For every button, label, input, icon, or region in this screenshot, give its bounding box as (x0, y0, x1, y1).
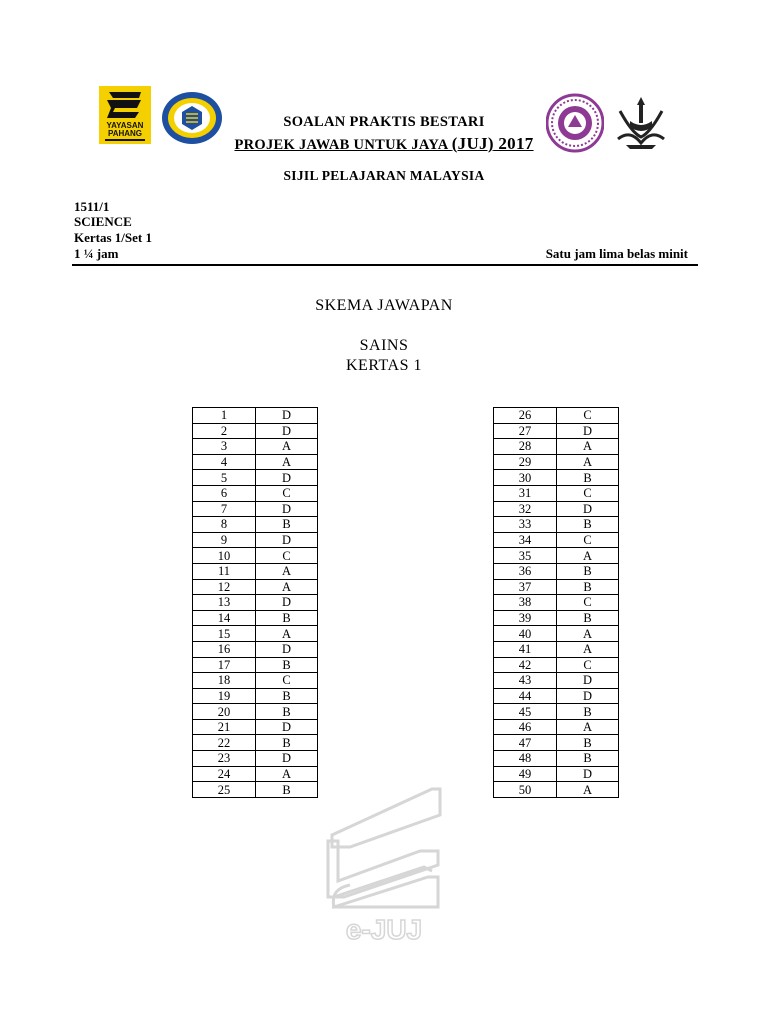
answer-table-right (493, 407, 619, 798)
answer-row (193, 408, 318, 424)
answer-letter: D (557, 423, 619, 439)
paper-subject: SCIENCE (74, 214, 132, 229)
answer-letter: C (557, 532, 619, 548)
answer-row (193, 454, 318, 470)
question-number: 22 (193, 735, 256, 751)
answer-row (494, 501, 619, 517)
watermark-text: e-JUJ (345, 914, 423, 945)
answer-row (494, 408, 619, 424)
answer-row (494, 673, 619, 689)
answer-row (193, 610, 318, 626)
answer-letter: D (256, 532, 318, 548)
answer-row (193, 485, 318, 501)
answer-letter: A (557, 782, 619, 798)
answer-letter: D (557, 673, 619, 689)
paper-code: 1511/1 (74, 199, 110, 214)
answer-row (193, 766, 318, 782)
answer-row (193, 704, 318, 720)
header-subtitle: SIJIL PELAJARAN MALAYSIA (283, 168, 485, 183)
project-year: 2017 (493, 134, 534, 153)
answer-row (494, 610, 619, 626)
question-number: 36 (494, 563, 557, 579)
answer-letter: A (256, 563, 318, 579)
paper-duration: Satu jam lima belas minit (545, 246, 688, 261)
answer-letter: B (557, 470, 619, 486)
answer-letter: B (256, 735, 318, 751)
answer-letter: B (256, 610, 318, 626)
answer-row (494, 719, 619, 735)
header-title-line1: SOALAN PRAKTIS BESTARI (283, 114, 485, 130)
question-number: 14 (193, 610, 256, 626)
answer-letter: C (557, 595, 619, 611)
header-title-line2 (0, 134, 768, 154)
logo-text-pahang: PAHANG (107, 129, 143, 138)
answer-letter: A (557, 454, 619, 470)
answer-row (193, 501, 318, 517)
answer-letter: A (557, 548, 619, 564)
answer-row (494, 626, 619, 642)
paper-set: Kertas 1/Set 1 (74, 230, 152, 245)
answer-letter: D (256, 408, 318, 424)
question-number: 40 (494, 626, 557, 642)
question-number: 12 (193, 579, 256, 595)
question-number: 27 (494, 423, 557, 439)
answer-letter: A (557, 641, 619, 657)
answer-letter: B (557, 563, 619, 579)
question-number: 2 (193, 423, 256, 439)
question-number: 7 (193, 501, 256, 517)
logo-text-yayasan: YAYASAN (106, 121, 144, 130)
question-number: 42 (494, 657, 557, 673)
header-divider (72, 264, 698, 266)
answer-row (494, 641, 619, 657)
answer-row (494, 563, 619, 579)
question-number: 8 (193, 517, 256, 533)
answer-letter: B (256, 688, 318, 704)
question-number: 43 (494, 673, 557, 689)
answer-letter: C (557, 485, 619, 501)
question-number: 18 (193, 673, 256, 689)
question-number: 4 (193, 454, 256, 470)
answer-row (494, 470, 619, 486)
scheme-subject: SAINS (359, 337, 409, 354)
answer-row (193, 688, 318, 704)
answer-row (494, 579, 619, 595)
answer-letter: C (557, 657, 619, 673)
question-number: 25 (193, 782, 256, 798)
question-number: 15 (193, 626, 256, 642)
answer-letter: B (557, 579, 619, 595)
answer-row (193, 423, 318, 439)
paper-time: 1 ¼ jam (74, 246, 119, 261)
answer-row (494, 657, 619, 673)
answer-letter: B (256, 704, 318, 720)
project-name: PROJEK JAWAB UNTUK JAYA (234, 137, 452, 153)
question-number: 20 (193, 704, 256, 720)
question-number: 44 (494, 688, 557, 704)
question-number: 48 (494, 751, 557, 767)
answer-row (494, 532, 619, 548)
question-number: 49 (494, 766, 557, 782)
question-number: 5 (193, 470, 256, 486)
question-number: 33 (494, 517, 557, 533)
answer-letter: C (256, 548, 318, 564)
answer-row (494, 735, 619, 751)
answer-letter: D (557, 766, 619, 782)
answer-letter: A (557, 719, 619, 735)
answer-letter: D (256, 641, 318, 657)
e-juj-watermark (320, 785, 448, 945)
question-number: 21 (193, 719, 256, 735)
answer-row (494, 548, 619, 564)
answer-letter: B (557, 735, 619, 751)
answer-row (193, 626, 318, 642)
question-number: 26 (494, 408, 557, 424)
answer-letter: B (557, 610, 619, 626)
answer-letter: C (557, 408, 619, 424)
question-number: 1 (193, 408, 256, 424)
question-number: 17 (193, 657, 256, 673)
question-number: 10 (193, 548, 256, 564)
question-number: 3 (193, 439, 256, 455)
answer-letter: D (256, 470, 318, 486)
question-number: 45 (494, 704, 557, 720)
question-number: 34 (494, 532, 557, 548)
answer-letter: D (256, 751, 318, 767)
question-number: 9 (193, 532, 256, 548)
question-number: 6 (193, 485, 256, 501)
answer-row (494, 595, 619, 611)
scheme-title: SKEMA JAWAPAN (315, 297, 453, 314)
question-number: 39 (494, 610, 557, 626)
answer-row (193, 782, 318, 798)
project-abbrev: (JUJ) (451, 134, 494, 153)
answer-letter: A (256, 454, 318, 470)
answer-row (193, 641, 318, 657)
question-number: 29 (494, 454, 557, 470)
answer-letter: D (256, 501, 318, 517)
question-number: 23 (193, 751, 256, 767)
answer-letter: C (256, 673, 318, 689)
question-number: 31 (494, 485, 557, 501)
answer-letter: B (256, 657, 318, 673)
answer-row (193, 595, 318, 611)
answer-row (193, 470, 318, 486)
answer-letter: C (256, 485, 318, 501)
question-number: 28 (494, 439, 557, 455)
answer-row (193, 579, 318, 595)
answer-letter: A (256, 626, 318, 642)
answer-row (193, 673, 318, 689)
answer-row (494, 485, 619, 501)
answer-row (193, 439, 318, 455)
answer-row (193, 751, 318, 767)
answer-row (494, 704, 619, 720)
question-number: 24 (193, 766, 256, 782)
answer-letter: A (557, 439, 619, 455)
answer-letter: D (256, 423, 318, 439)
answer-letter: D (557, 501, 619, 517)
answer-row (494, 454, 619, 470)
answer-letter: D (557, 688, 619, 704)
scheme-paper: KERTAS 1 (346, 357, 422, 374)
question-number: 30 (494, 470, 557, 486)
answer-row (193, 517, 318, 533)
question-number: 37 (494, 579, 557, 595)
answer-letter: B (256, 517, 318, 533)
answer-row (193, 563, 318, 579)
answer-row (193, 735, 318, 751)
answer-letter: B (557, 517, 619, 533)
question-number: 38 (494, 595, 557, 611)
question-number: 47 (494, 735, 557, 751)
question-number: 32 (494, 501, 557, 517)
answer-row (193, 548, 318, 564)
answer-letter: A (557, 626, 619, 642)
answer-row (494, 782, 619, 798)
answer-letter: A (256, 439, 318, 455)
answer-row (494, 439, 619, 455)
answer-letter: A (256, 766, 318, 782)
answer-letter: B (256, 782, 318, 798)
question-number: 19 (193, 688, 256, 704)
answer-row (494, 423, 619, 439)
answer-letter: B (557, 704, 619, 720)
question-number: 46 (494, 719, 557, 735)
answer-letter: B (557, 751, 619, 767)
answer-row (494, 751, 619, 767)
answer-letter: A (256, 579, 318, 595)
answer-row (494, 517, 619, 533)
answer-letter: D (256, 719, 318, 735)
answer-row (193, 719, 318, 735)
question-number: 11 (193, 563, 256, 579)
question-number: 13 (193, 595, 256, 611)
question-number: 35 (494, 548, 557, 564)
answer-table-left (192, 407, 318, 798)
question-number: 16 (193, 641, 256, 657)
answer-row (494, 688, 619, 704)
answer-row (494, 766, 619, 782)
answer-row (193, 532, 318, 548)
question-number: 41 (494, 641, 557, 657)
answer-row (193, 657, 318, 673)
question-number: 50 (494, 782, 557, 798)
answer-letter: D (256, 595, 318, 611)
